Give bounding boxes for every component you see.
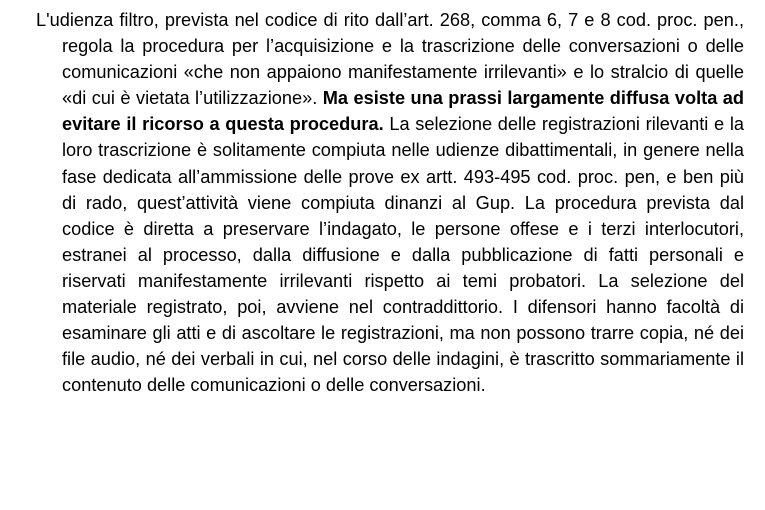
paragraph-text-bold: Ma esiste una prassi largamente diffusa volta ad evitare il ricorso a questa procedura. <box>62 88 744 135</box>
paragraph-text-intro: L'udienza filtro, prevista nel codice di rito dall’art. 268, comma 6, 7 e 8 cod. proc. pen., regola la procedura per l’acquisizione e la trascrizione delle conversazioni o delle comunicazioni «che non appaiono manifestamente irrilevanti» e lo stralcio di quelle «di cui è vietata l’utilizzazione». <box>36 10 744 109</box>
paragraph-text-body: La selezione delle registrazioni rilevanti e la loro trascrizione è solitamente compiuta nelle udienze dibattimentali, in genere nella fase dedicata all’ammissione delle prove ex artt. 493-495 cod. proc. pen, e ben più di rado, quest’attività viene compiuta dinanzi al Gup. La procedura prevista dal codice è diretta a preservare l’indagato, le persone offese e i terzi interlocutori, estranei al processo, dalla diffusione e dalla pubblicazione di fatti personali e riservati manifestamente irrilevanti rispetto ai temi probatori. La selezione del materiale registrato, poi, avviene nel contraddittorio. I difensori hanno facoltà di esaminare gli atti e di ascoltare le registrazioni, ma non possono trarre copia, né dei file audio, né dei verbali in cui, nel corso delle indagini, è trascritto sommariamente il contenuto delle comunicazioni o delle conversazioni. <box>62 114 744 396</box>
body-paragraph <box>36 7 744 398</box>
